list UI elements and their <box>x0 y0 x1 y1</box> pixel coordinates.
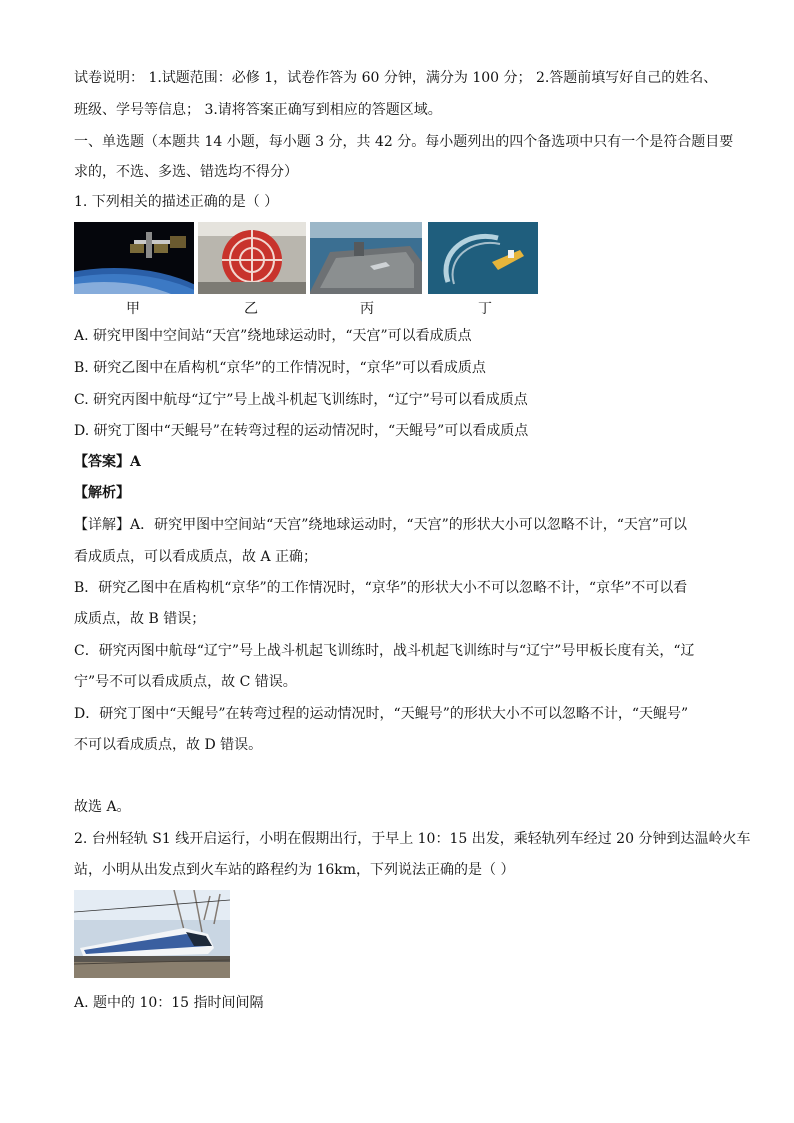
caption-bing: 丙 <box>360 301 374 317</box>
question-2-stem-1: 2. 台州轻轨 S1 线开启运行，小明在假期出行，于早上 10：15 出发，乘轻轨列车经过 20 分钟到达温岭火车 <box>74 831 751 847</box>
option-d: D. 研究丁图中“天鲲号”在转弯过程的运动情况时，“天鲲号”可以看成质点 <box>74 423 529 439</box>
space-station-image <box>74 222 194 294</box>
section-heading-line-2: 求的，不选、多选、错选均不得分） <box>74 164 298 180</box>
answer-label: 【答案】A <box>74 454 141 470</box>
option-c: C. 研究丙图中航母“辽宁”号上战斗机起飞训练时，“辽宁”号可以看成质点 <box>74 392 528 408</box>
detail-line-4: 成质点，故 B 错误； <box>74 611 206 627</box>
detail-line-1: 【详解】A．研究甲图中空间站“天宫”绕地球运动时，“天宫”的形状大小可以忽略不计，“天宫”可以 <box>74 517 688 533</box>
instructions-line-2: 班级、学号等信息； 3.请将答案正确写到相应的答题区域。 <box>74 102 442 118</box>
dredger-ship-image <box>428 222 538 294</box>
conclusion: 故选 A。 <box>74 799 131 815</box>
detail-line-5: C．研究丙图中航母“辽宁”号上战斗机起飞训练时，战斗机起飞训练时与“辽宁”号甲板长度有关，“辽 <box>74 643 695 659</box>
caption-jia: 甲 <box>126 301 140 317</box>
option-a: A. 研究甲图中空间站“天宫”绕地球运动时，“天宫”可以看成质点 <box>74 328 472 344</box>
question-2-option-a: A. 题中的 10：15 指时间间隔 <box>74 995 264 1011</box>
aircraft-carrier-image <box>310 222 422 294</box>
detail-line-6: 宁”号不可以看成质点，故 C 错误。 <box>74 674 297 690</box>
light-rail-train-image <box>74 890 230 978</box>
caption-yi: 乙 <box>244 301 258 317</box>
detail-line-3: B．研究乙图中在盾构机“京华”的工作情况时，“京华”的形状大小不可以忽略不计，“京华”不可以看 <box>74 580 688 596</box>
detail-line-2: 看成质点，可以看成质点，故 A 正确； <box>74 549 318 565</box>
option-b: B. 研究乙图中在盾构机“京华”的工作情况时，“京华”可以看成质点 <box>74 360 486 376</box>
question-1-figures <box>74 222 544 318</box>
question-2-stem-2: 站，小明从出发点到火车站的路程约为 16km，下列说法正确的是（ ） <box>74 862 515 878</box>
section-heading-line-1: 一、单选题（本题共 14 小题，每小题 3 分，共 42 分。每小题列出的四个备选项中只有一个是符合题目要 <box>74 134 734 150</box>
detail-line-8: 不可以看成质点，故 D 错误。 <box>74 737 263 753</box>
caption-ding: 丁 <box>478 301 492 317</box>
detail-line-7: D．研究丁图中“天鲲号”在转弯过程的运动情况时，“天鲲号”的形状大小不可以忽略不计，“天鲲号” <box>74 706 689 722</box>
instructions-line-1: 试卷说明： 1.试题范围：必修 1，试卷作答为 60 分钟，满分为 100 分； 2.答题前填写好自己的姓名、 <box>74 70 718 86</box>
shield-machine-image <box>198 222 306 294</box>
question-1-stem: 1. 下列相关的描述正确的是（ ） <box>74 194 279 210</box>
analysis-label: 【解析】 <box>74 485 130 501</box>
